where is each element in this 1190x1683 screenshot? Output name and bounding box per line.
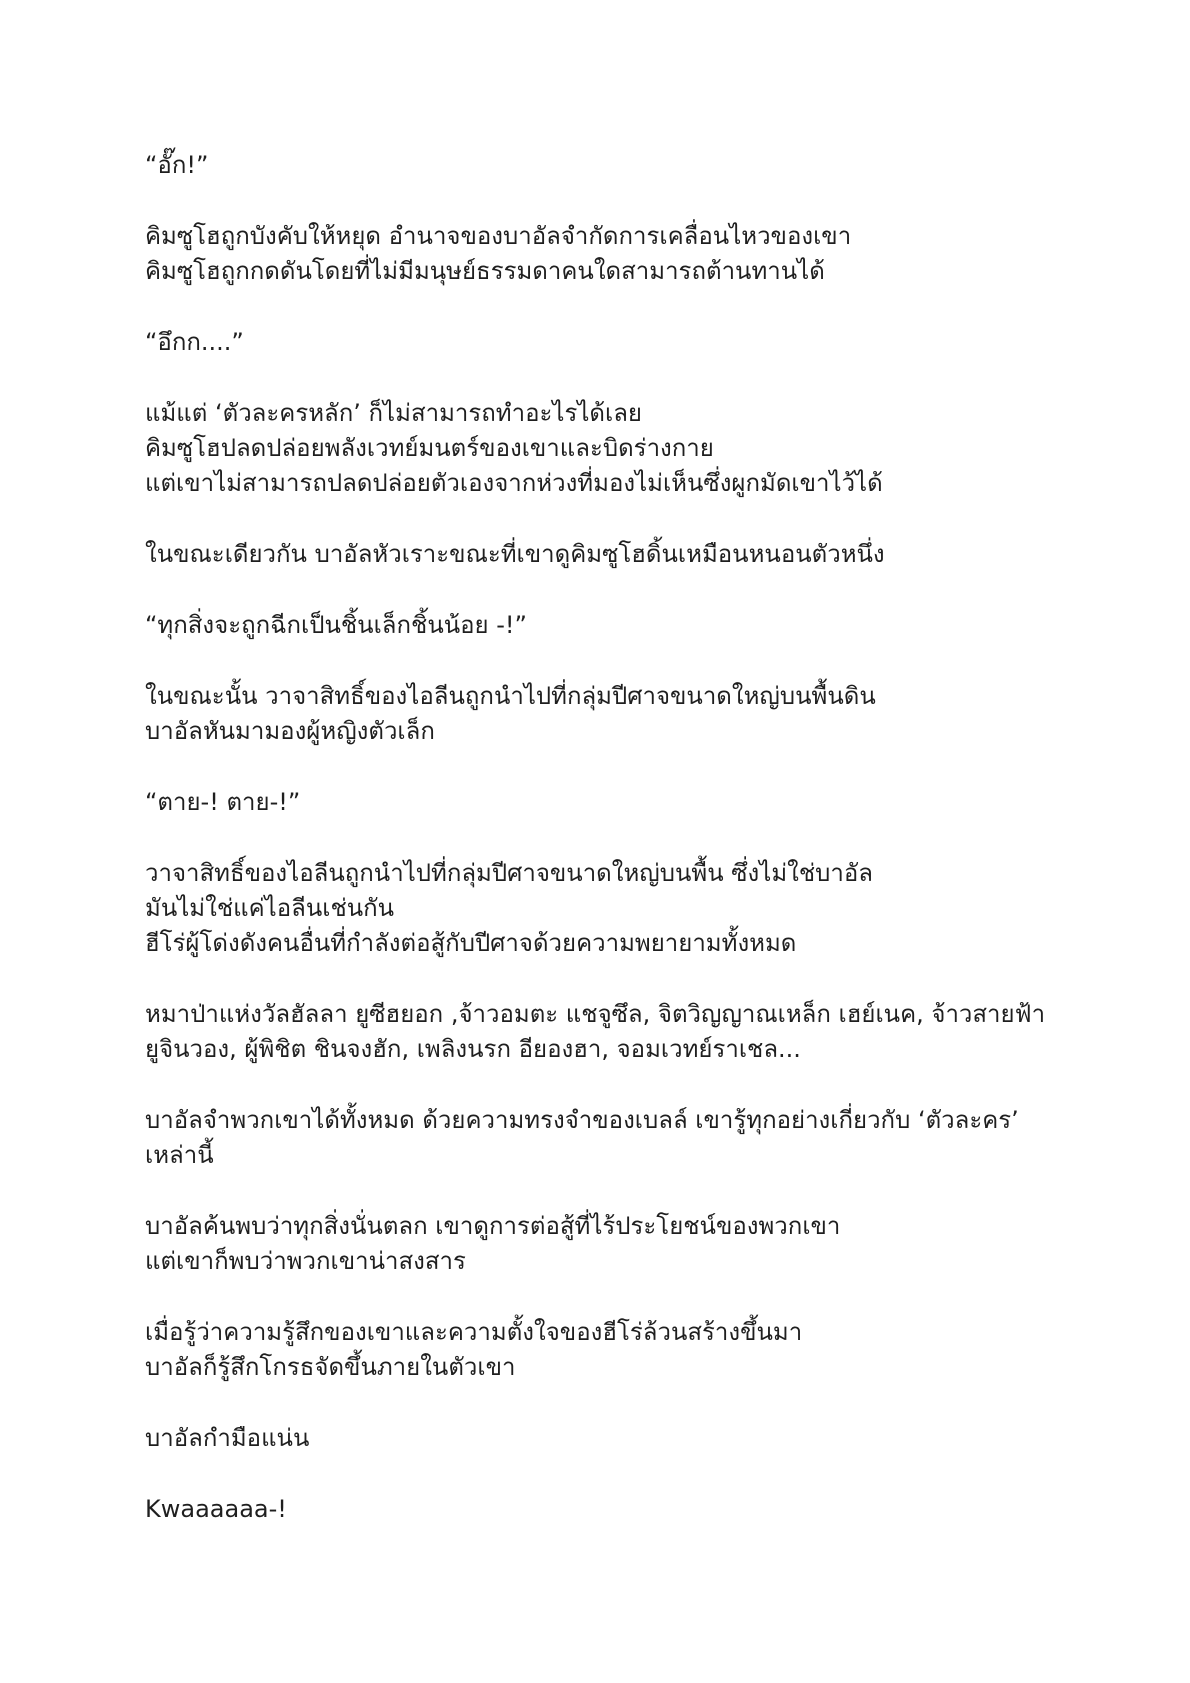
text-line: แม้แต่ ‘ตัวละครหลัก’ ก็ไม่สามารถทำอะไรได้เลย: [145, 399, 642, 427]
text-line: เมื่อรู้ว่าความรู้สึกของเขาและความตั้งใจของฮีโร่ล้วนสร้างขึ้นมา: [145, 1318, 803, 1346]
text-line: คิมซูโฮถูกบังคับให้หยุด อำนาจของบาอัลจำกัดการเคลื่อนไหวของเขา: [145, 222, 852, 250]
paragraph: [145, 396, 1065, 501]
paragraph: [145, 325, 1065, 360]
text-line: บาอัลหันมามองผู้หญิงตัวเล็ก: [145, 717, 435, 745]
paragraph: [145, 1315, 1065, 1385]
text-line: บาอัลก็รู้สึกโกรธจัดขึ้นภายในตัวเขา: [145, 1353, 516, 1381]
paragraph: [145, 1421, 1065, 1456]
text-line: “ทุกสิ่งจะถูกฉีกเป็นชิ้นเล็กชิ้นน้อย -!”: [145, 611, 527, 639]
text-line: เหล่านี้: [145, 1141, 214, 1169]
text-line: แต่เขาก็พบว่าพวกเขาน่าสงสาร: [145, 1247, 466, 1275]
paragraph: [145, 537, 1065, 572]
text-line: ฮีโร่ผู้โด่งดังคนอื่นที่กำลังต่อสู้กับปีศาจด้วยความพยายามทั้งหมด: [145, 929, 797, 957]
paragraph: [145, 856, 1065, 961]
paragraph: [145, 148, 1065, 183]
text-line: หมาป่าแห่งวัลฮัลลา ยูซีฮยอก ,จ้าวอมตะ แชจูซึล, จิตวิญญาณเหล็ก เฮย์เนค, จ้าวสายฟ้า: [145, 1000, 1046, 1028]
text-line: ในขณะเดียวกัน บาอัลหัวเราะขณะที่เขาดูคิมซูโฮดิ้นเหมือนหนอนตัวหนึ่ง: [145, 540, 885, 568]
paragraph: [145, 997, 1065, 1067]
paragraph: [145, 1492, 1065, 1527]
text-line: “อึกก....”: [145, 328, 244, 356]
paragraph: [145, 219, 1065, 289]
paragraph: [145, 679, 1065, 749]
text-line: “ตาย-! ตาย-!”: [145, 788, 301, 816]
text-line: แต่เขาไม่สามารถปลดปล่อยตัวเองจากห่วงที่มองไม่เห็นซึ่งผูกมัดเขาไว้ได้: [145, 469, 883, 497]
paragraph: [145, 1209, 1065, 1279]
text-line: มันไม่ใช่แค่ไอลีนเช่นกัน: [145, 894, 395, 922]
text-line: วาจาสิทธิ์ของไอลีนถูกนำไปที่กลุ่มปีศาจขนาดใหญ่บนพื้น ซึ่งไม่ใช่บาอัล: [145, 859, 873, 887]
text-line: ยูจินวอง, ผู้พิชิต ชินจงฮัก, เพลิงนรก อียองฮา, จอมเวทย์ราเชล...: [145, 1035, 801, 1063]
paragraph: [145, 785, 1065, 820]
document-body: [145, 148, 1065, 1563]
text-line: “อั๊ก!”: [145, 151, 209, 179]
text-line: บาอัลกำมือแน่น: [145, 1424, 310, 1452]
text-line: บาอัลค้นพบว่าทุกสิ่งนั่นตลก เขาดูการต่อสู้ที่ไร้ประโยชน์ของพวกเขา: [145, 1212, 841, 1240]
text-line: Kwaaaaaa-!: [145, 1495, 287, 1523]
text-line: บาอัลจำพวกเขาได้ทั้งหมด ด้วยความทรงจำของเบลล์ เขารู้ทุกอย่างเกี่ยวกับ ‘ตัวละคร’: [145, 1106, 1019, 1134]
paragraph: [145, 1103, 1065, 1173]
text-line: คิมซูโฮปลดปล่อยพลังเวทย์มนตร์ของเขาและบิดร่างกาย: [145, 434, 714, 462]
text-line: ในขณะนั้น วาจาสิทธิ์ของไอลีนถูกนำไปที่กลุ่มปีศาจขนาดใหญ่บนพื้นดิน: [145, 682, 876, 710]
paragraph: [145, 608, 1065, 643]
text-line: คิมซูโฮถูกกดดันโดยที่ไม่มีมนุษย์ธรรมดาคนใดสามารถต้านทานได้: [145, 257, 825, 285]
